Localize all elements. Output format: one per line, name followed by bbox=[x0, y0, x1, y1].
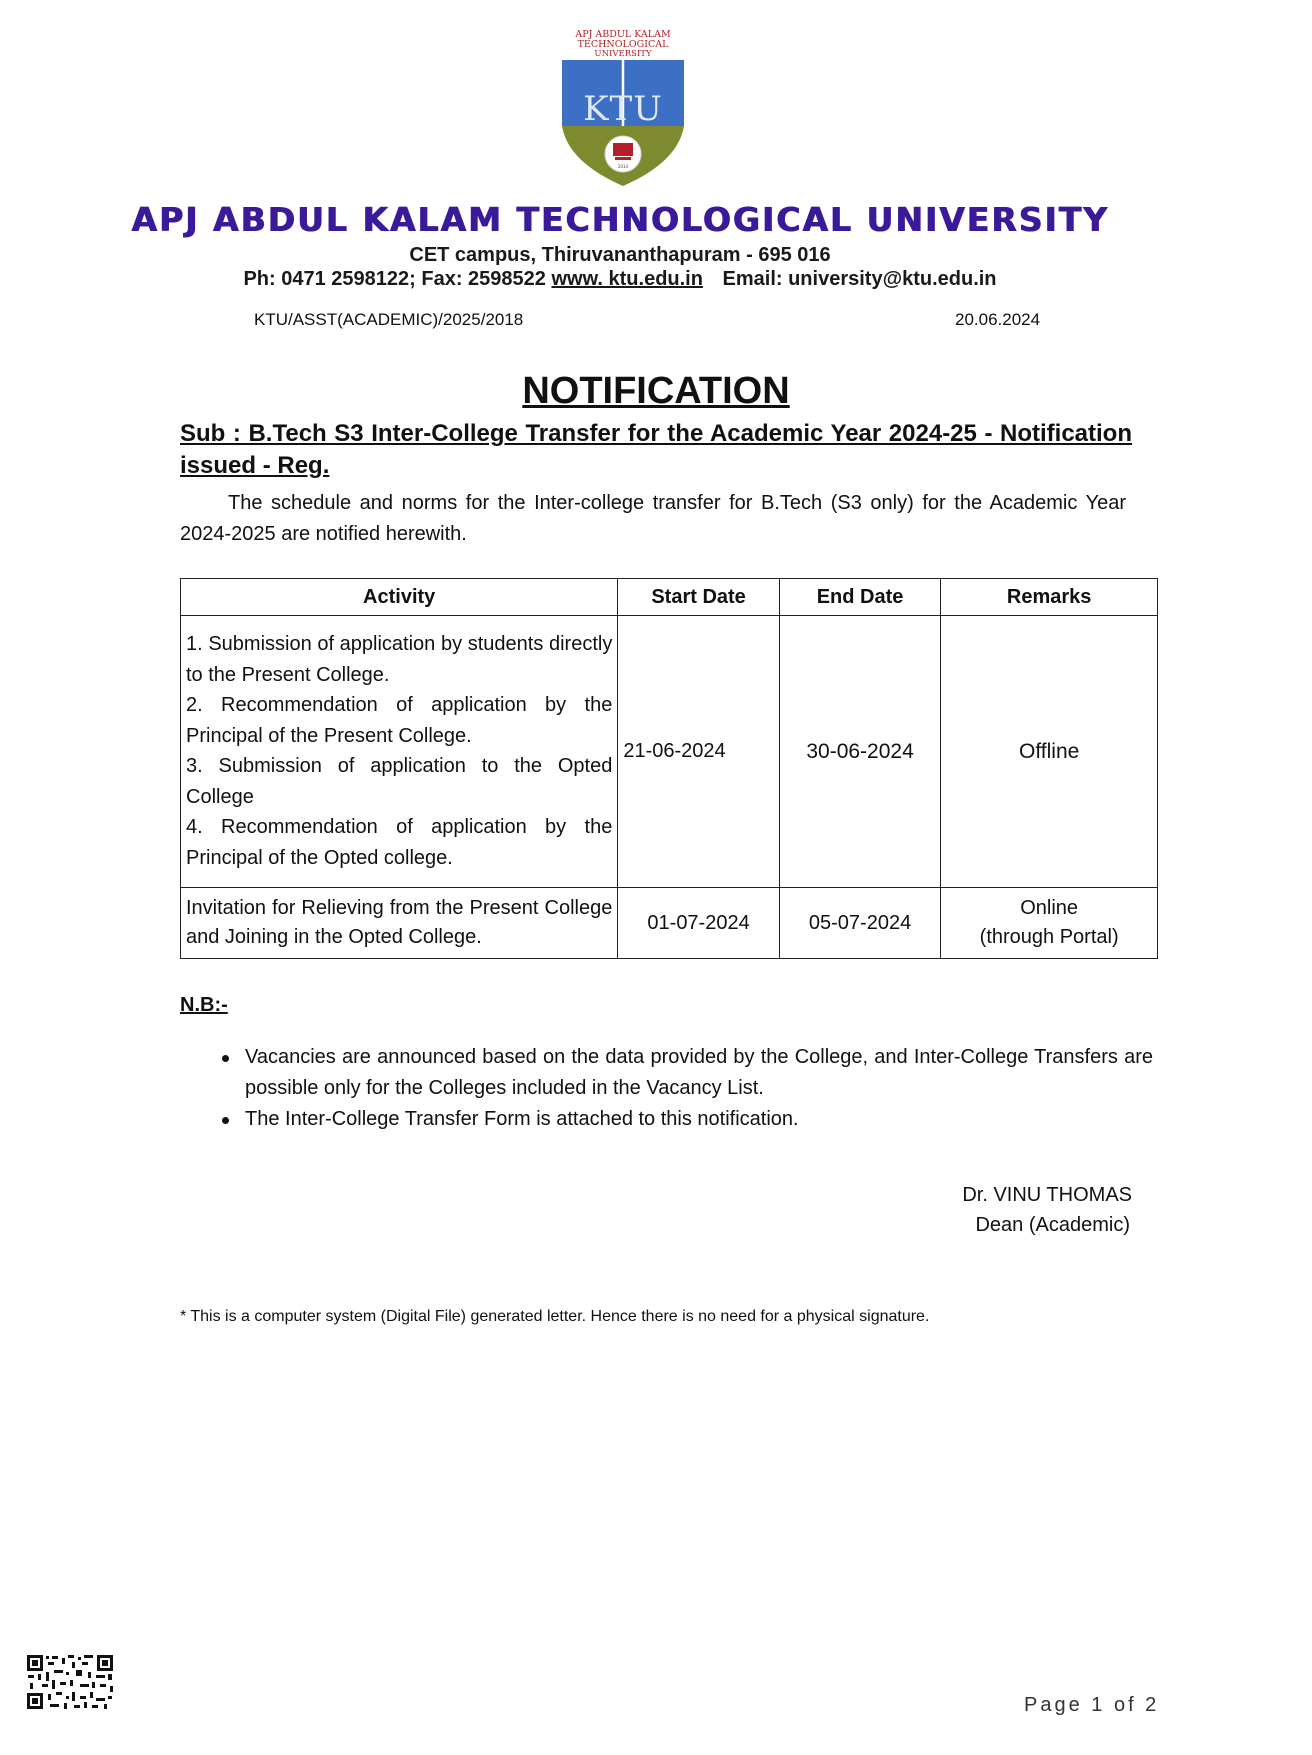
start-date-cell: 01-07-2024 bbox=[618, 888, 779, 959]
header-end-date: End Date bbox=[779, 579, 940, 616]
header-remarks: Remarks bbox=[941, 579, 1158, 616]
activity-step: 2. Recommendation of application by the Principal of the Present College. bbox=[186, 694, 613, 747]
list-item: Vacancies are announced based on the data provided by the College, and Inter-College Transfers are possible only for the Colleges included in the Vacancy List. bbox=[245, 1042, 1153, 1104]
logo-line-1: APJ ABDUL KALAM bbox=[575, 29, 671, 40]
university-address: CET campus, Thiruvananthapuram - 695 016 bbox=[409, 244, 831, 266]
logo-line-2: TECHNOLOGICAL bbox=[577, 39, 669, 50]
activity-cell bbox=[181, 616, 618, 888]
phone-fax: Ph: 0471 2598122; Fax: 2598522 bbox=[243, 268, 546, 290]
activity-cell bbox=[181, 888, 618, 959]
table-row bbox=[181, 616, 1158, 888]
activity-step: 3. Submission of application to the Opted College bbox=[186, 755, 613, 808]
digital-signature-footnote: * This is a computer system (Digital File) generated letter. Hence there is no need for a physical signature. bbox=[180, 1308, 930, 1325]
logo-year: 2014 bbox=[617, 164, 629, 169]
table-header-row bbox=[181, 579, 1158, 616]
table-row bbox=[181, 888, 1158, 959]
activity-step: 1. Submission of application by students directly to the Present College. bbox=[186, 633, 613, 686]
signatory-title: Dean (Academic) bbox=[975, 1214, 1130, 1236]
activity-step: Invitation for Relieving from the Present College and Joining in the Opted College. bbox=[186, 897, 613, 948]
notification-intro: The schedule and norms for the Inter-college transfer for B.Tech (S3 only) for the Academic Year 2024-2025 are notified herewith. bbox=[180, 492, 1126, 545]
logo-line-3: UNIVERSITY bbox=[594, 49, 652, 59]
end-date-cell: 05-07-2024 bbox=[779, 888, 940, 959]
end-date-cell: 30-06-2024 bbox=[779, 616, 940, 888]
activity-step: 4. Recommendation of application by the Principal of the Opted college. bbox=[186, 816, 613, 869]
list-item: The Inter-College Transfer Form is attached to this notification. bbox=[245, 1104, 1153, 1135]
ktu-logo bbox=[560, 28, 686, 188]
logo-ktu: KTU bbox=[583, 89, 663, 129]
reference-date: 20.06.2024 bbox=[955, 310, 1041, 329]
university-name: APJ ABDUL KALAM TECHNOLOGICAL UNIVERSITY bbox=[131, 200, 1109, 239]
remarks-line: Offline bbox=[1018, 739, 1080, 763]
notification-title: NOTIFICATION bbox=[522, 370, 790, 412]
remarks-cell bbox=[941, 616, 1158, 888]
university-contact bbox=[0, 268, 1240, 291]
page-number bbox=[1024, 1694, 1174, 1716]
reference-number: KTU/ASST(ACADEMIC)/2025/2018 bbox=[254, 310, 524, 329]
nb-label: N.B:- bbox=[180, 994, 228, 1016]
remarks-line: Online bbox=[1020, 897, 1079, 919]
page-number-text: Page 1 of 2 bbox=[1024, 1694, 1160, 1716]
notification-subject: Sub : B.Tech S3 Inter-College Transfer for the Academic Year 2024-25 - Notification issued - Reg. bbox=[180, 420, 1132, 479]
nb-list bbox=[222, 1042, 1153, 1135]
signatory-name: Dr. VINU THOMAS bbox=[962, 1184, 1132, 1206]
remarks-cell bbox=[941, 888, 1158, 959]
header-activity: Activity bbox=[181, 579, 618, 616]
email-address[interactable]: Email: university@ktu.edu.in bbox=[722, 268, 997, 290]
qr-code-icon bbox=[26, 1654, 114, 1710]
remarks-line: (through Portal) bbox=[979, 926, 1119, 948]
website-link[interactable]: www. ktu.edu.in bbox=[551, 268, 703, 290]
header-start-date: Start Date bbox=[618, 579, 779, 616]
start-date-cell: 21-06-2024 bbox=[618, 616, 779, 888]
schedule-table bbox=[180, 578, 1158, 959]
